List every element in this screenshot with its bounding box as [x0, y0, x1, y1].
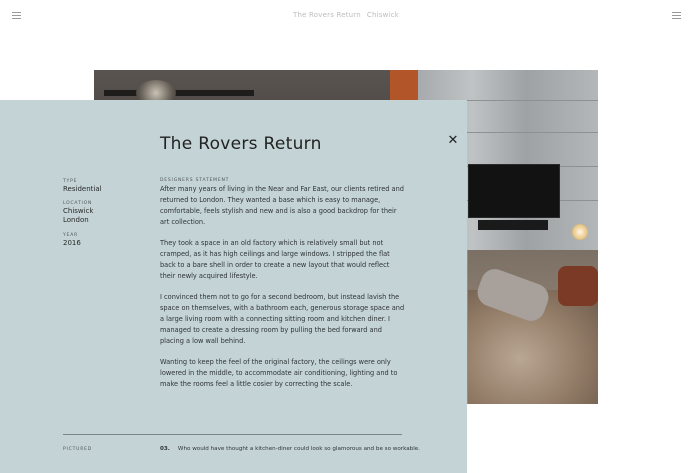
photo-tv — [468, 164, 560, 218]
photo-lamp — [572, 224, 588, 240]
meta-location-value: Chiswick London — [63, 207, 94, 224]
caption-text: Who would have thought a kitchen-diner could look so glamorous and be so workable. — [177, 446, 420, 452]
statement-paragraph: They took a space in an old factory which is relatively small but not cramped, as it has high ceilings and large windows. I stripped the flat back to a bare shell in order to create a new layout that would reflect their newly acquired lifestyle. — [160, 239, 390, 280]
meta-year-label: YEAR — [63, 233, 78, 238]
statement-paragraph: I convinced them not to go for a second bedroom, but instead lavish the space on themselves, with a bathroom each, generous storage space and a large living room with a connecting sitting room and kitchen diner. I managed to create a dressing room by pulling the bed forward and placing a low wall behind. — [160, 293, 405, 345]
divider — [63, 434, 402, 435]
meta-year-value: 2016 — [63, 239, 81, 247]
photo-caption — [160, 446, 420, 452]
photo-chair — [558, 266, 598, 306]
header-project: The Rovers Return — [293, 11, 361, 19]
project-title: The Rovers Return — [160, 134, 322, 154]
statement-paragraph: Wanting to keep the feel of the original factory, the ceilings were only lowered in the middle, to accommodate air conditioning, lighting and to make the rooms feel a little cosier by correcting the scale. — [160, 358, 398, 388]
meta-type-value: Residential — [63, 185, 102, 193]
meta-type-label: TYPE — [63, 179, 78, 184]
statement-body — [160, 184, 405, 400]
header-location: Chiswick — [366, 11, 399, 19]
close-icon[interactable]: ✕ — [447, 133, 459, 148]
pictured-label: PICTURED — [63, 447, 93, 452]
photo-tv-stand — [478, 220, 548, 230]
header-title — [0, 11, 692, 19]
statement-paragraph: After many years of living in the Near and Far East, our clients retired and returned to London. They wanted a base which is easy to manage, comfortable, feels stylish and new and is also a good backdrop for their art collection. — [160, 185, 404, 226]
caption-number: 03. — [160, 446, 170, 452]
statement-label: DESIGNERS STATEMENT — [160, 178, 230, 183]
meta-location-label: LOCATION — [63, 201, 93, 206]
